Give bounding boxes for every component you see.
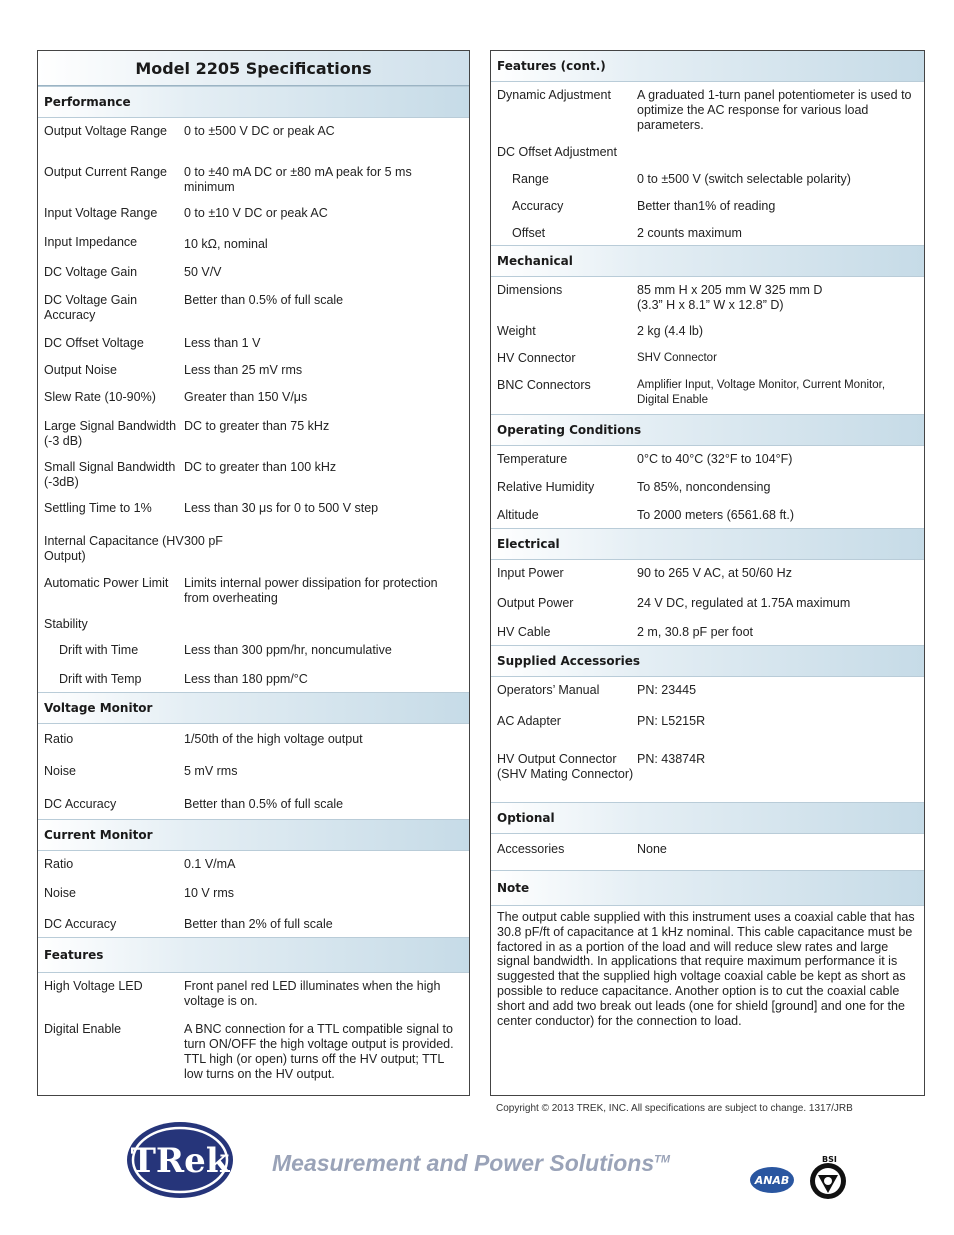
spec-row: BNC Connectors Amplifier Input, Voltage Monitor, Current Monitor, Digital Enable	[497, 378, 886, 406]
section-header-electrical: Electrical	[491, 528, 924, 560]
section-header-note: Note	[491, 870, 924, 906]
logo-text: TRek	[130, 1141, 230, 1181]
spec-row: Stability	[44, 617, 88, 631]
spec-row: AC Adapter PN: L5215R	[497, 714, 706, 728]
spec-row: Input Power 90 to 265 V AC, at 50/60 Hz	[497, 566, 792, 580]
certification-logos	[748, 1155, 850, 1208]
spec-row: Noise 5 mV rms	[44, 764, 238, 778]
spec-row: Ratio 1/50th of the high voltage output	[44, 732, 363, 746]
supplied-accessories-table	[491, 677, 924, 802]
spec-row: DC Accuracy Better than 2% of full scale	[44, 917, 333, 931]
spec-row: Noise 10 V rms	[44, 886, 235, 900]
spec-row: Offset 2 counts maximum	[512, 226, 742, 240]
spec-row: Output Current Range 0 to ±40 mA DC or ±80 mA peak for 5 ms minimum	[44, 165, 412, 194]
spec-row: Output Noise Less than 25 mV rms	[44, 363, 303, 377]
spec-row: Input Impedance 10 kΩ, nominal	[44, 235, 268, 251]
spec-row: Ratio 0.1 V/mA	[44, 857, 236, 871]
left-spec-column	[37, 50, 470, 1096]
spec-row: Slew Rate (10-90%) Greater than 150 V/μs	[44, 390, 308, 404]
spec-row: Internal Capacitance (HV Output) 300 pF	[44, 534, 223, 563]
spec-row: Large Signal Bandwidth (-3 dB) DC to greater than 75 kHz	[44, 419, 330, 448]
section-header-current-monitor: Current Monitor	[38, 819, 469, 851]
spec-row: Input Voltage Range 0 to ±10 V DC or peak AC	[44, 206, 328, 220]
spec-row: Settling Time to 1% Less than 30 μs for 0 to 500 V step	[44, 501, 379, 515]
tagline: Measurement and Power Solutions™	[272, 1150, 671, 1176]
section-header-performance: Performance	[38, 86, 469, 118]
spec-row: HV Cable 2 m, 30.8 pF per foot	[497, 625, 754, 639]
section-header-optional: Optional	[491, 802, 924, 834]
spec-row: Accuracy Better than1% of reading	[512, 199, 776, 213]
spec-row: Dimensions 85 mm H x 205 mm W 325 mm D (3.3” H x 8.1” W x 12.8” D)	[497, 283, 823, 312]
spec-row: DC Voltage Gain 50 V/V	[44, 265, 222, 279]
spec-row: DC Accuracy Better than 0.5% of full scale	[44, 797, 344, 811]
spec-row: DC Offset Adjustment	[497, 145, 617, 159]
spec-row: Relative Humidity To 85%, noncondensing	[497, 480, 771, 494]
spec-row: Output Power 24 V DC, regulated at 1.75A maximum	[497, 596, 851, 610]
section-header-voltage-monitor: Voltage Monitor	[38, 692, 469, 724]
voltage-monitor-table	[38, 724, 469, 817]
section-header-features-cont: Features (cont.)	[491, 51, 924, 82]
page-title: Model 2205 Specifications	[38, 51, 469, 86]
spec-row: Dynamic Adjustment A graduated 1-turn panel potentiometer is used to optimize the AC response for various load parameters.	[497, 88, 912, 132]
spec-row: Operators’ Manual PN: 23445	[497, 683, 697, 697]
note-text: The output cable supplied with this instrument uses a coaxial cable that has 30.8 pF/ft of capacitance at 1 kHz nominal. This cable capacitance must be factored in as a portion of the load and will reduce slew rates and large signal bandwidth. In applications that require maximum performance it is suggested that the supplied high voltage coaxial cable be kept as short as possible to reduce capacitance. Another option is to cut the coaxial cable short and add two break out leads (one for shield [ground] and one for the center conductor) for the connection to load.	[497, 910, 915, 1028]
mechanical-table	[491, 277, 924, 414]
spec-row: HV Output Connector (SHV Mating Connector) PN: 43874R	[497, 752, 706, 781]
trek-logo	[125, 1120, 235, 1205]
section-header-features: Features	[38, 937, 469, 973]
electrical-table	[491, 560, 924, 645]
spec-row: Range 0 to ±500 V (switch selectable polarity)	[512, 172, 851, 186]
copyright-text: Copyright © 2013 TREK, INC. All specifications are subject to change. 1317/JRB	[496, 1103, 853, 1114]
operating-conditions-table	[491, 446, 924, 528]
section-header-operating-conditions: Operating Conditions	[491, 414, 924, 446]
spec-row: Accessories None	[497, 842, 667, 856]
optional-table	[491, 834, 924, 870]
section-header-mechanical: Mechanical	[491, 245, 924, 277]
spec-row: Weight 2 kg (4.4 lb)	[497, 324, 704, 338]
spec-row: Drift with Time Less than 300 ppm/hr, noncumulative	[59, 643, 392, 657]
spec-row: Small Signal Bandwidth (-3dB) DC to greater than 100 kHz	[44, 460, 337, 489]
spec-row: High Voltage LED Front panel red LED illuminates when the high voltage is on.	[44, 979, 441, 1008]
spec-row: DC Voltage Gain Accuracy Better than 0.5% of full scale	[44, 293, 344, 322]
features-cont-table	[491, 82, 924, 245]
spec-row: Drift with Temp Less than 180 ppm/°C	[59, 672, 308, 686]
spec-row: Altitude To 2000 meters (6561.68 ft.)	[497, 508, 795, 522]
spec-row: Temperature 0°C to 40°C (32°F to 104°F)	[497, 452, 793, 466]
bsi-text: BSI	[822, 1155, 837, 1164]
anab-text: ANAB	[754, 1174, 790, 1187]
features-table	[38, 973, 469, 1086]
right-spec-column	[490, 50, 925, 1096]
section-header-supplied-accessories: Supplied Accessories	[491, 645, 924, 677]
performance-table	[38, 118, 469, 690]
spec-row: DC Offset Voltage Less than 1 V	[44, 336, 261, 350]
current-monitor-table	[38, 851, 469, 937]
spec-row: HV Connector SHV Connector	[497, 351, 717, 365]
spec-row: Output Voltage Range 0 to ±500 V DC or peak AC	[44, 124, 335, 138]
spec-row: Digital Enable A BNC connection for a TTL compatible signal to turn ON/OFF the high voltage output is provided. TTL high (or open) turns off the HV output; TTL low turns on the HV output.	[44, 1022, 454, 1081]
spec-row: Automatic Power Limit Limits internal power dissipation for protection from overheating	[44, 576, 438, 605]
certification-icons	[748, 1155, 850, 1203]
trek-logo-icon	[125, 1120, 235, 1200]
